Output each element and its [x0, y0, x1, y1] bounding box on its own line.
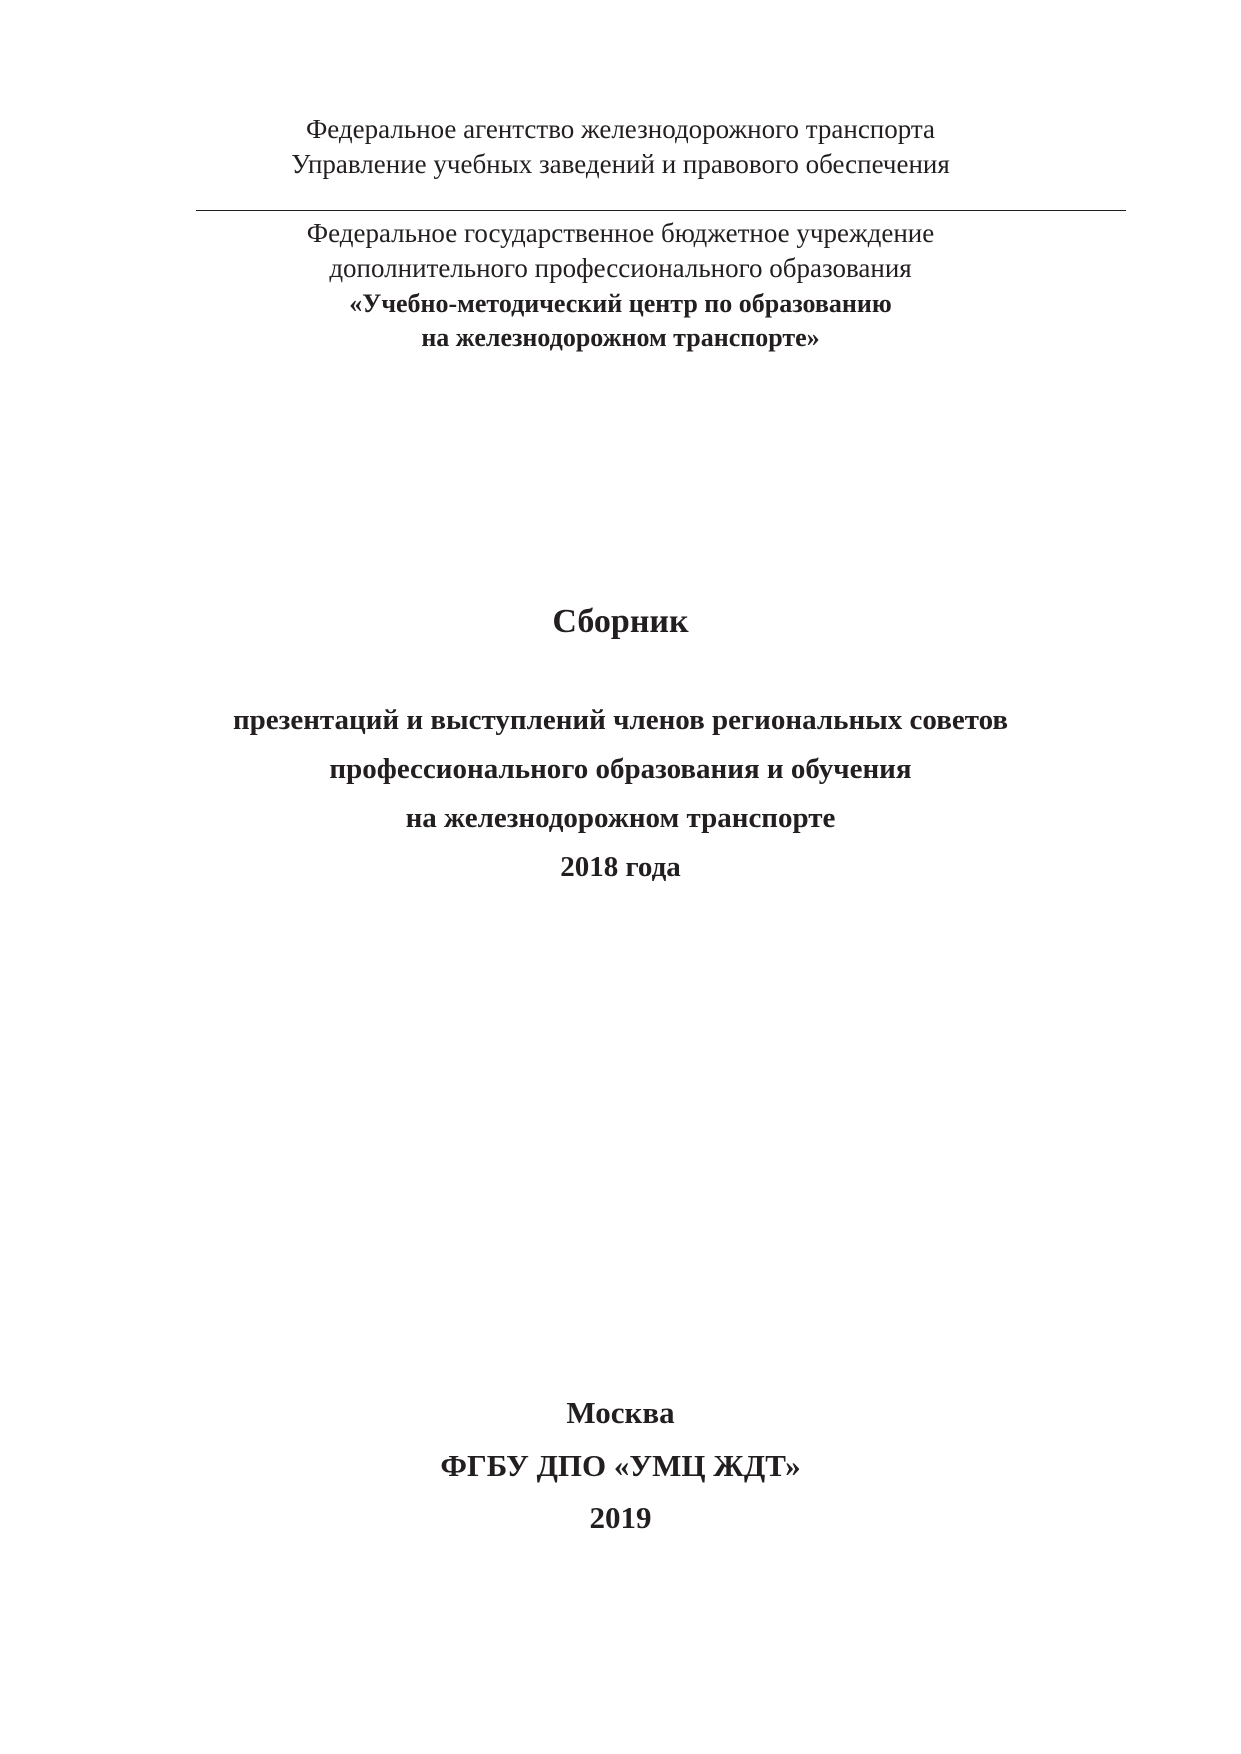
imprint-year: 2019 [589, 1500, 652, 1535]
subtitle-line-1: презентаций и выступлений членов региональных советов [232, 704, 1009, 736]
subtitle-line-2: профессионального образования и обучения [329, 753, 912, 785]
institution-name-line1: «Учебно-методический центр по образованию [349, 289, 892, 318]
subtitle-line-4: 2018 года [560, 851, 681, 883]
document-title: Сборник [552, 603, 689, 640]
imprint-publisher: ФГБУ ДПО «УМЦ ЖДТ» [440, 1448, 801, 1483]
header-divider [196, 210, 1126, 211]
institution-name-line2: на железнодорожном транспорте» [421, 323, 820, 352]
subtitle-line-3: на железнодорожном транспорте [405, 802, 836, 834]
agency-name: Федеральное агентство железнодорожного транспорта [305, 114, 936, 144]
institution-type-line1: Федеральное государственное бюджетное учреждение [306, 218, 935, 248]
department-name: Управление учебных заведений и правового обеспечения [291, 149, 950, 179]
institution-type-line2: дополнительного профессионального образования [329, 253, 912, 283]
imprint-city: Москва [566, 1395, 675, 1430]
